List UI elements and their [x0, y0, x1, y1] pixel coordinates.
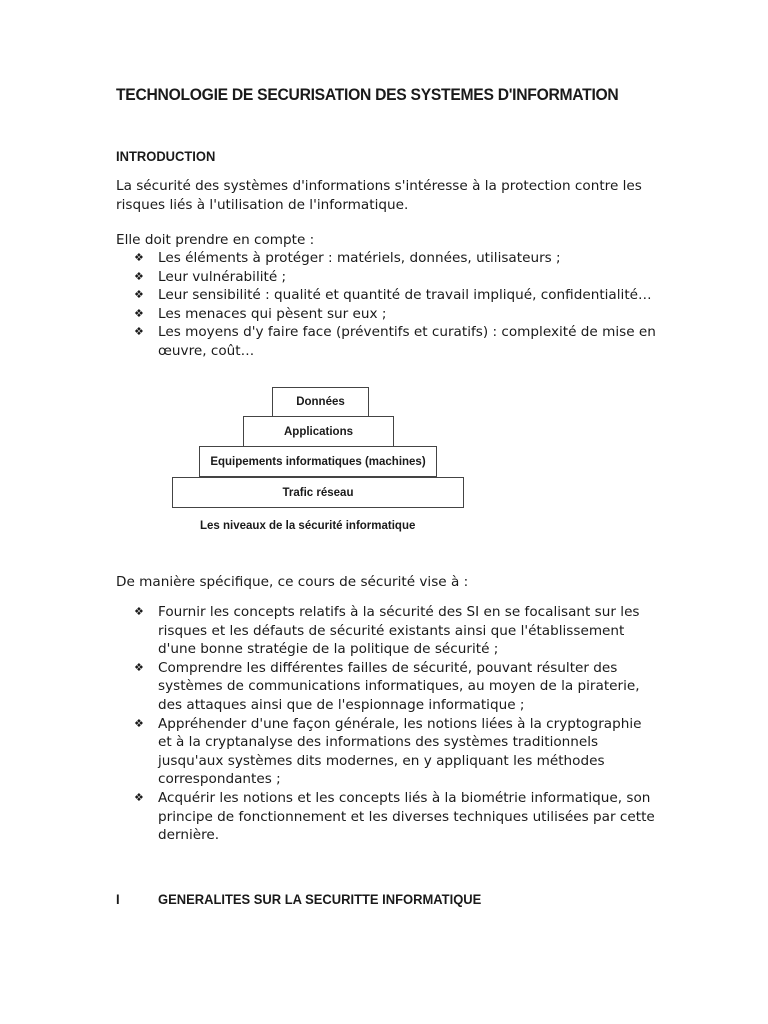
page-title: TECHNOLOGIE DE SECURISATION DES SYSTEMES D'INFORMATION — [116, 86, 619, 104]
diagram-caption: Les niveaux de la sécurité informatique — [200, 520, 416, 532]
list-item: ❖ Appréhender d'une façon générale, les notions liées à la cryptographie et à la cryptanalyse des informations des systèmes traditionnels jusqu'aux systèmes dits modernes, en y appliquant les méthodes correspondantes ; — [134, 715, 642, 788]
list-item: ❖ Leur vulnérabilité ; — [134, 268, 287, 285]
intro-heading: INTRODUCTION — [116, 149, 216, 164]
bullet-diamond-icon: ❖ — [134, 269, 144, 283]
level-donnees: Données — [272, 387, 369, 417]
level-equipements: Equipements informatiques (machines) — [199, 446, 437, 477]
bullet-diamond-icon: ❖ — [134, 306, 144, 320]
list-item: ❖ Fournir les concepts relatifs à la sécurité des SI en se focalisant sur les risques et les défauts de sécurité existants ainsi que l'établissement d'une bonne stratégie de la politique de sécurité ; — [134, 604, 640, 658]
level-trafic-reseau: Trafic réseau — [172, 477, 464, 508]
list-item: ❖ Leur sensibilité : qualité et quantité de travail impliqué, confidentialité… — [134, 287, 652, 304]
objectives-intro: De manière spécifique, ce cours de sécurité vise à : — [116, 574, 469, 590]
considerations-intro: Elle doit prendre en compte : — [116, 232, 315, 248]
list-item: ❖ Comprendre les différentes failles de sécurité, pouvant résulter des systèmes de communications informatiques, au moyen de la piraterie, des attaques ainsi que de l'espionnage informatique ; — [134, 659, 640, 713]
list-item: ❖ Les menaces qui pèsent sur eux ; — [134, 305, 387, 322]
list-item: ❖ Acquérir les notions et les concepts liés à la biométrie informatique, son principe de fonctionnement et les diverses techniques utilisées par cette dernière. — [134, 789, 655, 844]
bullet-diamond-icon: ❖ — [134, 325, 144, 339]
bullet-diamond-icon: ❖ — [134, 790, 144, 804]
bullet-diamond-icon: ❖ — [134, 288, 144, 302]
bullet-diamond-icon: ❖ — [134, 716, 144, 730]
section-title: GENERALITES SUR LA SECURITTE INFORMATIQUE — [158, 892, 482, 907]
bullet-diamond-icon: ❖ — [134, 660, 144, 674]
level-applications: Applications — [243, 416, 394, 447]
intro-paragraph: La sécurité des systèmes d'informations s'intéresse à la protection contre les risques liés à l'utilisation de l'informatique. — [116, 178, 642, 213]
bullet-diamond-icon: ❖ — [134, 605, 144, 618]
section-number: I — [116, 892, 120, 907]
bullet-diamond-icon: ❖ — [134, 251, 144, 264]
list-item: ❖ Les éléments à protéger : matériels, données, utilisateurs ; — [134, 250, 561, 266]
list-item: ❖ Les moyens d'y faire face (préventifs et curatifs) : complexité de mise en œuvre, coût… — [134, 324, 656, 359]
objectives-list — [116, 603, 656, 845]
